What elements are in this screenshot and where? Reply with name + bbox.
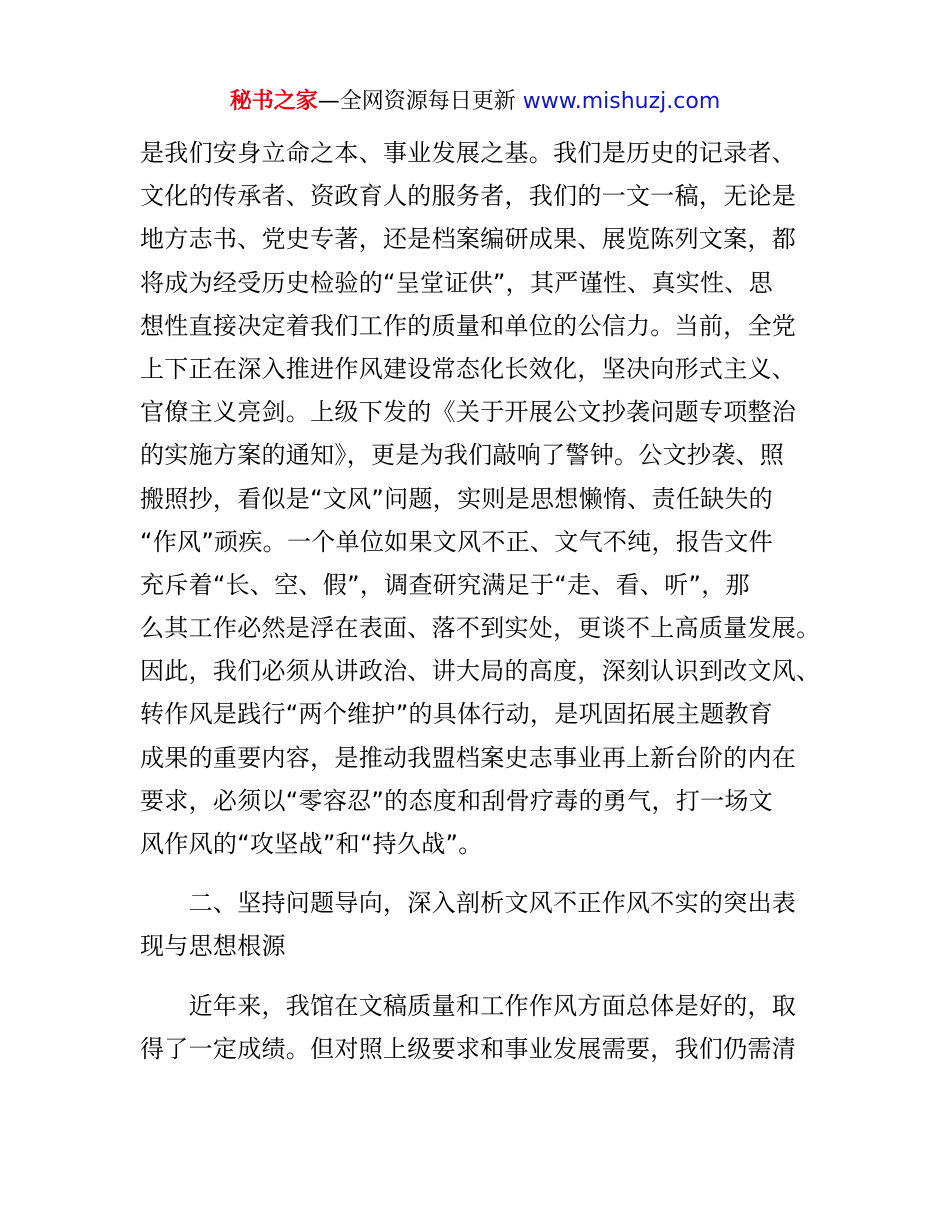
text-line: 成果的重要内容，是推动我盟档案史志事业再上新台阶的内在 (140, 743, 797, 772)
paragraph-spacer (140, 969, 820, 985)
text-line: 因此，我们必须从讲政治、讲大局的高度，深刻认识到改文风、 (140, 657, 821, 686)
site-tagline: —全网资源每日更新 (317, 89, 516, 114)
text-line: 充斥着“长、空、假”，调查研究满足于“走、看、听”，那 (140, 570, 750, 599)
text-line: 文化的传承者、资政育人的服务者，我们的一文一稿，无论是 (140, 182, 797, 211)
site-brand: 秘书之家 (229, 89, 318, 114)
text-line: 么其工作必然是浮在表面、落不到实处，更谈不上高质量发展。 (140, 614, 821, 643)
paragraph-spacer (140, 866, 820, 882)
section-heading (140, 882, 820, 968)
text-line: 搬照抄，看似是“文风”问题，实则是思想懒惰、责任缺失的 (140, 484, 773, 513)
text-line: “作风”顽疾。一个单位如果文风不正、文气不纯，报告文件 (140, 527, 773, 556)
text-line: 将成为经受历史检验的“呈堂证供”，其严谨性、真实性、思 (140, 268, 773, 297)
text-line: 官僚主义亮剑。上级下发的《关于开展公文抄袭问题专项整治 (140, 398, 797, 427)
text-line: 上下正在深入推进作风建设常态化长效化，坚决向形式主义、 (140, 354, 797, 383)
site-url-link[interactable]: www.mishuzj.com (522, 89, 721, 114)
text-line: 转作风是践行“两个维护”的具体行动，是巩固拓展主题教育 (140, 700, 773, 729)
body-paragraph (140, 132, 820, 866)
text-line: 近年来，我馆在文稿质量和工作作风方面总体是好的，取 (140, 991, 797, 1020)
body-paragraph (140, 985, 820, 1071)
text-line: 要求，必须以“零容忍”的态度和刮骨疗毒的勇气，打一场文 (140, 786, 773, 815)
text-line: 地方志书、党史专著，还是档案编研成果、展览陈列文案，都 (140, 225, 797, 254)
text-line: 的实施方案的通知》，更是为我们敲响了警钟。公文抄袭、照 (140, 441, 785, 470)
text-line: 是我们安身立命之本、事业发展之基。我们是历史的记录者、 (140, 139, 797, 167)
heading-line: 二、坚持问题导向，深入剖析文风不正作风不实的突出表 (140, 889, 797, 918)
text-line: 想性直接决定着我们工作的质量和单位的公信力。当前，全党 (140, 311, 797, 340)
text-line: 风作风的“攻坚战”和“持久战”。 (140, 830, 483, 858)
heading-line: 现与思想根源 (140, 932, 286, 961)
text-line: 得了一定成绩。但对照上级要求和事业发展需要，我们仍需清 (140, 1034, 797, 1063)
page-header (0, 86, 950, 118)
document-body (140, 132, 820, 1071)
